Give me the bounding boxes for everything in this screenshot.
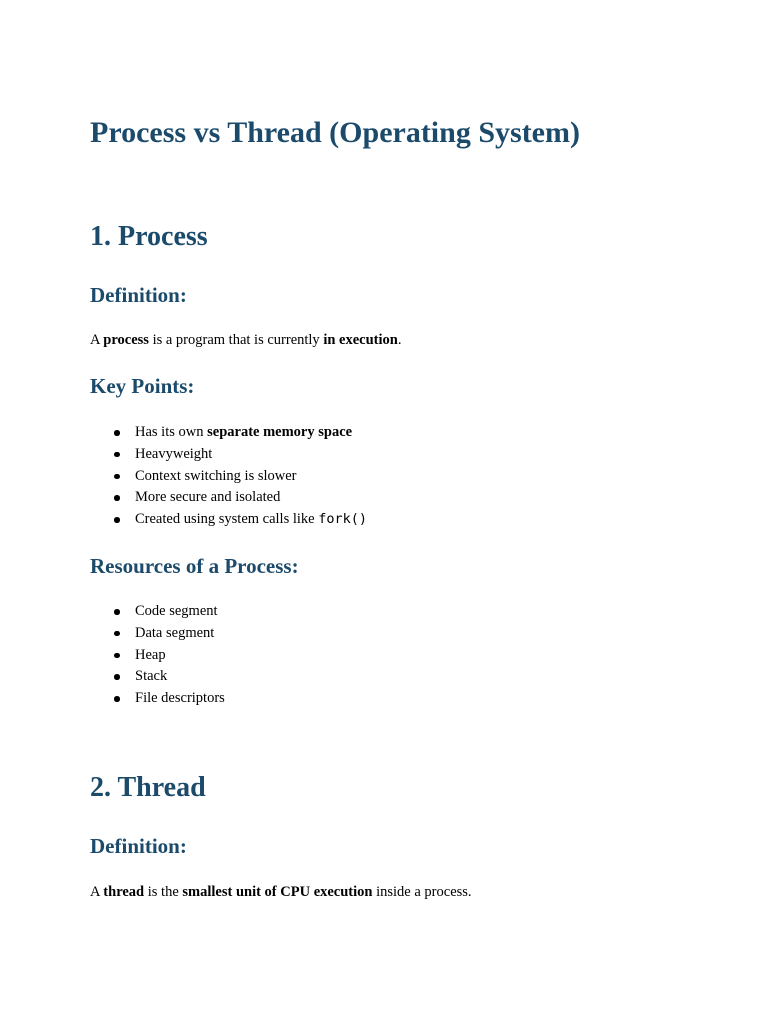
key-points-list [90, 422, 367, 531]
process-heading: 1. Process [90, 221, 208, 252]
bullet-icon [114, 696, 120, 702]
bullet-icon [114, 653, 120, 659]
process-emphasis: in execution [323, 332, 398, 348]
list-item: Code segment [90, 601, 225, 623]
thread-term: thread [103, 884, 145, 900]
resources-list [90, 601, 225, 710]
list-item: File descriptors [90, 688, 225, 710]
list-item: Stack [90, 666, 225, 688]
bullet-icon [114, 517, 120, 523]
bullet-icon [114, 495, 120, 501]
bullet-icon [114, 631, 120, 637]
bullet-icon [114, 474, 120, 480]
bullet-icon [114, 452, 120, 458]
list-item: Heavyweight [90, 444, 367, 466]
list-item: Data segment [90, 623, 225, 645]
thread-emphasis: smallest unit of CPU execution [182, 884, 373, 900]
process-definition-text: A process is a program that is currently in execution. [90, 332, 402, 348]
bullet-icon [114, 430, 120, 436]
thread-definition-text: A thread is the smallest unit of CPU execution inside a process. [90, 884, 472, 900]
document-title: Process vs Thread (Operating System) [90, 116, 580, 149]
list-item: Has its own separate memory space [90, 422, 367, 444]
bullet-icon [114, 674, 120, 680]
list-item: Heap [90, 645, 225, 667]
key-points-heading: Key Points: [90, 374, 195, 398]
process-term: process [103, 332, 149, 348]
list-item: Context switching is slower [90, 466, 367, 488]
fork-code: fork() [318, 511, 368, 528]
list-item: Created using system calls like fork() [90, 509, 367, 531]
resources-heading: Resources of a Process: [90, 554, 299, 578]
thread-heading: 2. Thread [90, 772, 206, 803]
process-definition-heading: Definition: [90, 283, 187, 307]
list-item: More secure and isolated [90, 487, 367, 509]
thread-definition-heading: Definition: [90, 834, 187, 858]
bullet-icon [114, 609, 120, 615]
